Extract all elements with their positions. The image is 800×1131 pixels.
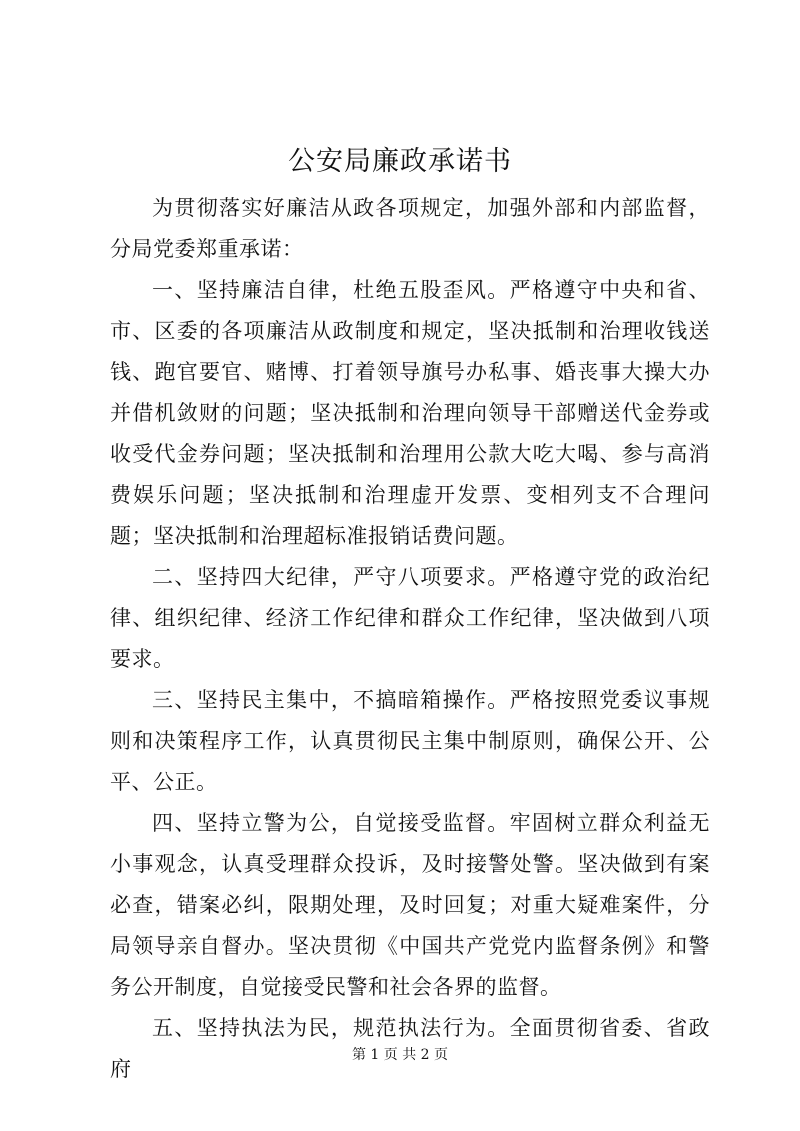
commitment-paragraph-5: 五、坚持执法为民，规范执法行为。全面贯彻省委、省政府 <box>110 1016 710 1081</box>
commitment-paragraph-1: 一、坚持廉洁自律，杜绝五股歪风。严格遵守中央和省、市、区委的各项廉洁从政制度和规定，坚决抵制和治理收钱送钱、跑官要官、赌博、打着领导旗号办私事、婚丧事大操大办并借机敛财的问题；坚决抵制和治理向领导干部赠送代金券或收受代金券问题；坚决抵制和治理用公款大吃大喝、参与高消费娱乐问题；坚决抵制和治理虚开发票、变相列支不合理问题；坚决抵制和治理超标准报销话费问题。 <box>110 278 710 548</box>
document-title: 公安局廉政承诺书 <box>288 146 512 177</box>
document-body <box>110 188 710 1090</box>
page-footer <box>0 1045 800 1065</box>
page-indicator: 第 1 页 共 2 页 <box>351 1047 449 1063</box>
commitment-paragraph-4: 四、坚持立警为公，自觉接受监督。牢固树立群众利益无小事观念，认真受理群众投诉，及时接警处警。坚决做到有案必查，错案必纠，限期处理，及时回复；对重大疑难案件，分局领导亲自督办。坚决贯彻《中国共产党党内监督条例》和警务公开制度，自觉接受民警和社会各界的监督。 <box>110 811 710 999</box>
commitment-paragraph-2: 二、坚持四大纪律，严守八项要求。严格遵守党的政治纪律、组织纪律、经济工作纪律和群众工作纪律，坚决做到八项要求。 <box>110 565 710 671</box>
commitment-paragraph-3: 三、坚持民主集中，不搞暗箱操作。严格按照党委议事规则和决策程序工作，认真贯彻民主集中制原则，确保公开、公平、公正。 <box>110 688 710 794</box>
intro-paragraph: 为贯彻落实好廉洁从政各项规定，加强外部和内部监督，分局党委郑重承诺： <box>110 196 710 261</box>
